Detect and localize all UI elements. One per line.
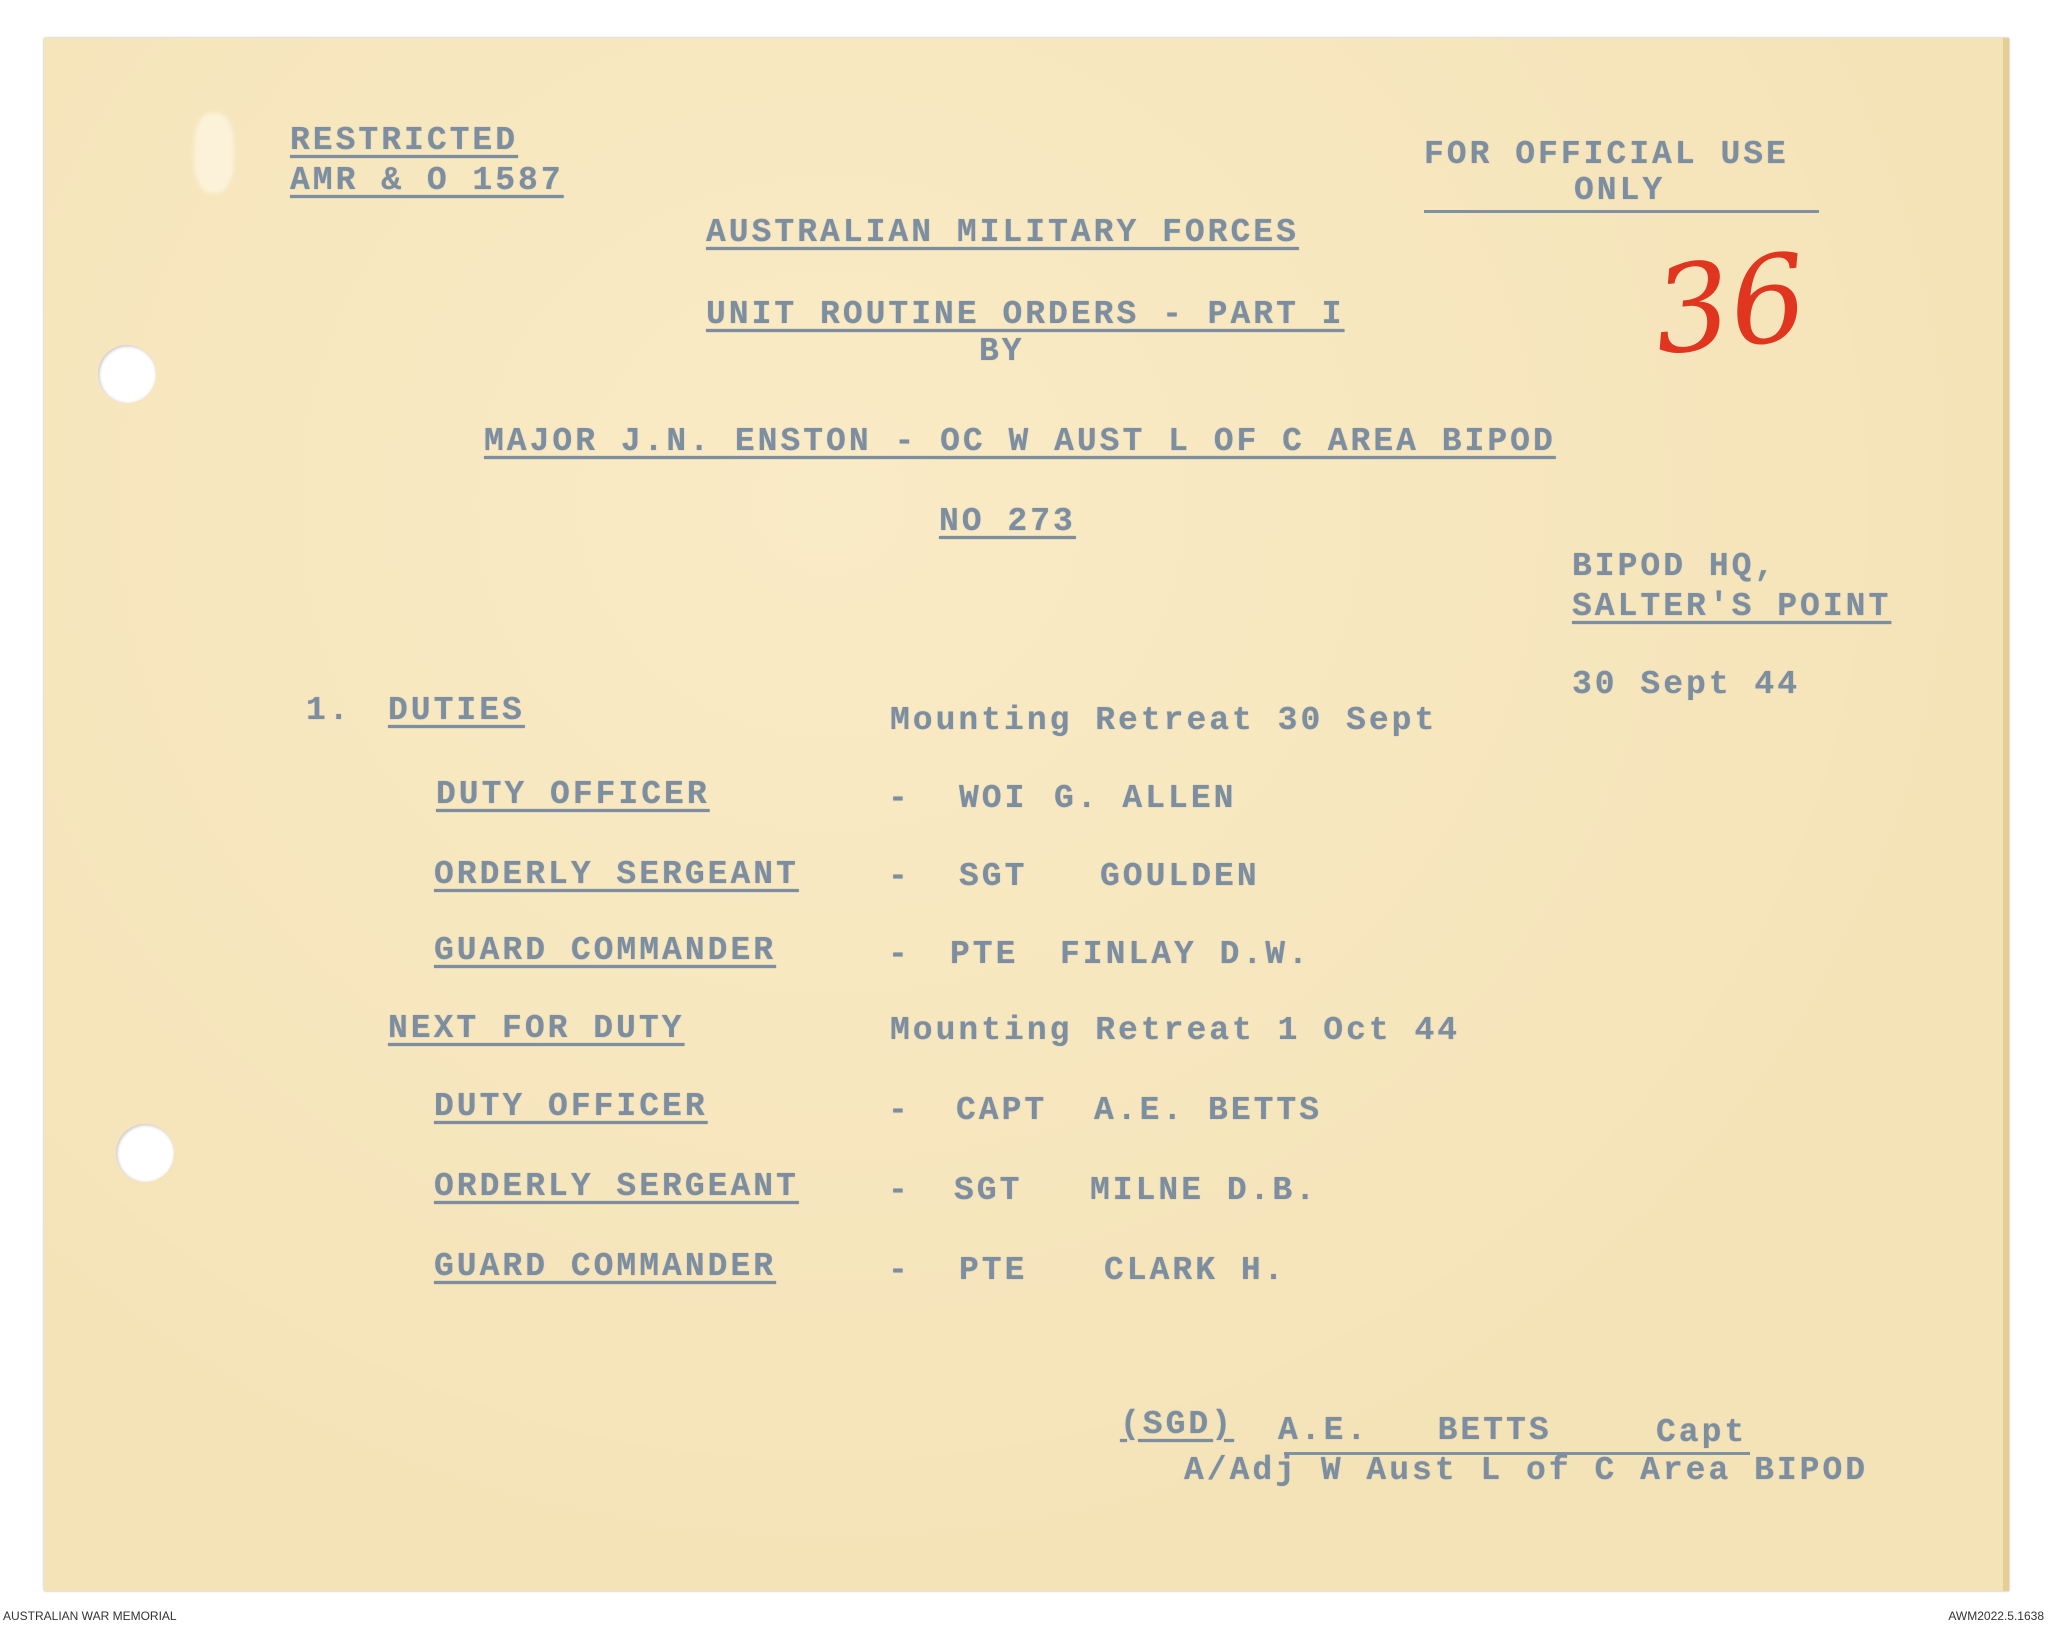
- duty-role: ORDERLY SERGEANT: [434, 856, 799, 893]
- duty-name: FINLAY D.W.: [1060, 936, 1311, 973]
- duty-name: GOULDEN: [1100, 858, 1260, 895]
- duty-dash: -: [888, 936, 911, 973]
- archive-reference: AWM2022.5.1638: [1948, 1609, 2044, 1623]
- item-number: 1.: [306, 692, 352, 729]
- duty-rank: WOI: [959, 780, 1028, 817]
- order-date: 30 Sept 44: [1572, 666, 1801, 703]
- classification-line-1: RESTRICTED: [290, 122, 519, 159]
- document-page: [44, 38, 2009, 1591]
- duties-heading: DUTIES: [388, 692, 525, 729]
- location-line-2: SALTER'S POINT: [1572, 588, 1892, 625]
- duties-detail: Mounting Retreat 30 Sept: [890, 702, 1438, 739]
- signature-rank: Capt: [1656, 1414, 1748, 1451]
- punch-hole-bottom: [116, 1124, 174, 1182]
- duty-dash: -: [888, 780, 911, 817]
- duty-dash: -: [888, 1172, 911, 1209]
- duty-dash: -: [888, 1252, 911, 1289]
- duty-role: GUARD COMMANDER: [434, 932, 777, 969]
- signature-prefix: (SGD): [1120, 1406, 1235, 1443]
- duty-rank: SGT: [954, 1172, 1023, 1209]
- duty-name: MILNE D.B.: [1090, 1172, 1319, 1209]
- archive-credit: AUSTRALIAN WAR MEMORIAL: [3, 1609, 177, 1623]
- folio-number: 36: [1647, 228, 1814, 383]
- title-line-1: AUSTRALIAN MILITARY FORCES: [706, 214, 1299, 251]
- title-line-2: UNIT ROUTINE ORDERS - PART I: [706, 296, 1345, 333]
- signature-appointment: A/Adj W Aust L of C Area BIPOD: [1184, 1452, 1869, 1489]
- duty-name: A.E. BETTS: [1094, 1092, 1323, 1129]
- next-duty-heading: NEXT FOR DUTY: [388, 1010, 685, 1047]
- location-line-1: BIPOD HQ,: [1572, 548, 1778, 585]
- paper-damage: [194, 113, 234, 193]
- order-number: NO 273: [939, 503, 1076, 540]
- duty-dash: -: [888, 858, 911, 895]
- duty-role: DUTY OFFICER: [436, 776, 710, 813]
- next-duty-detail: Mounting Retreat 1 Oct 44: [890, 1012, 1461, 1049]
- duty-rank: PTE: [959, 1252, 1028, 1289]
- title-line-4: MAJOR J.N. ENSTON - OC W AUST L OF C AREA BIPOD: [484, 423, 1556, 460]
- official-use-rule: [1424, 210, 1819, 213]
- page-edge: [2003, 38, 2009, 1591]
- signature-name: A.E. BETTS: [1278, 1412, 1552, 1449]
- duty-rank: CAPT: [956, 1092, 1048, 1129]
- official-use-line-2: ONLY: [1574, 172, 1666, 209]
- duty-role: ORDERLY SERGEANT: [434, 1168, 799, 1205]
- duty-name: CLARK H.: [1104, 1252, 1287, 1289]
- duty-dash: -: [888, 1092, 911, 1129]
- classification-line-2: AMR & O 1587: [290, 162, 564, 199]
- duty-rank: PTE: [950, 936, 1019, 973]
- duty-role: GUARD COMMANDER: [434, 1248, 777, 1285]
- duty-role: DUTY OFFICER: [434, 1088, 708, 1125]
- official-use-line-1: FOR OFFICIAL USE: [1424, 136, 1789, 173]
- duty-rank: SGT: [959, 858, 1028, 895]
- duty-name: G. ALLEN: [1054, 780, 1237, 817]
- punch-hole-top: [98, 345, 156, 403]
- title-line-3: BY: [979, 333, 1025, 370]
